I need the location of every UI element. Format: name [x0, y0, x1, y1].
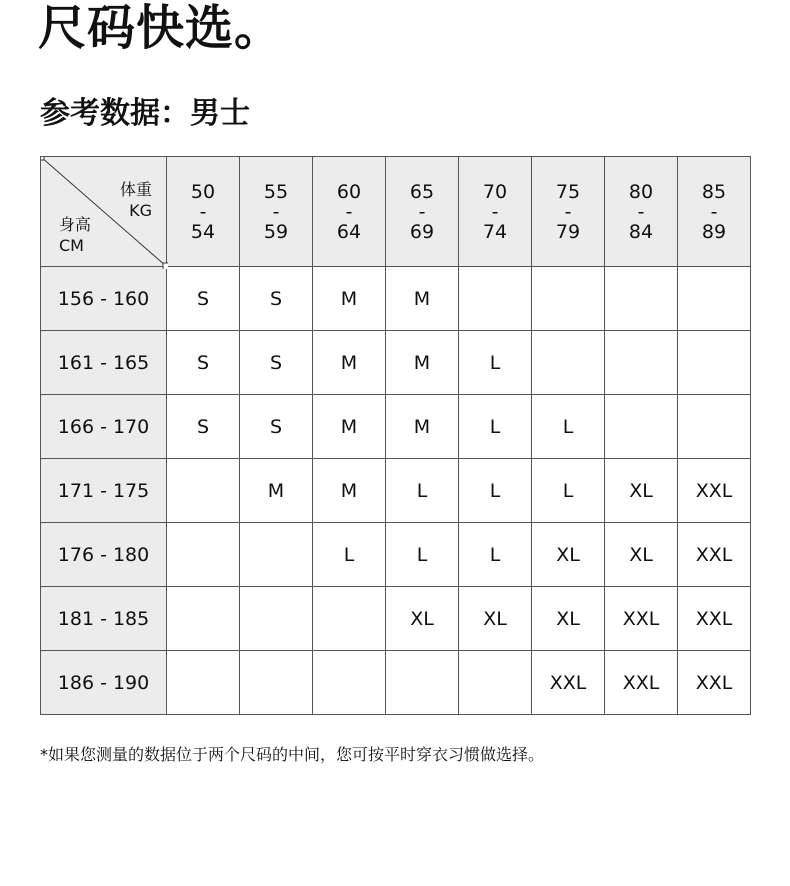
- weight-to: 84: [628, 220, 654, 243]
- size-cell: [459, 267, 532, 331]
- size-cell: S: [167, 331, 240, 395]
- weight-dash: -: [710, 200, 718, 223]
- size-cell: L: [532, 459, 605, 523]
- table-row: [41, 267, 751, 331]
- size-cell: XL: [605, 523, 678, 587]
- weight-to: 54: [190, 220, 216, 243]
- size-cell: [240, 651, 313, 715]
- weight-dash: -: [272, 200, 280, 223]
- size-cell: [678, 267, 751, 331]
- size-cell: [240, 523, 313, 587]
- height-range-cell: 161 - 165: [41, 331, 167, 395]
- size-cell: [605, 395, 678, 459]
- size-cell: M: [313, 331, 386, 395]
- size-cell: [678, 395, 751, 459]
- weight-to: 69: [409, 220, 435, 243]
- size-cell: [386, 651, 459, 715]
- height-range-cell: 186 - 190: [41, 651, 167, 715]
- size-cell: [167, 459, 240, 523]
- size-cell: XXL: [678, 651, 751, 715]
- weight-column-header: [605, 157, 678, 267]
- height-range-cell: 181 - 185: [41, 587, 167, 651]
- table-row: [41, 459, 751, 523]
- size-cell: XL: [386, 587, 459, 651]
- weight-from: 75: [555, 180, 581, 203]
- size-cell: L: [532, 395, 605, 459]
- size-cell: [532, 331, 605, 395]
- weight-unit-text: KG: [129, 201, 152, 220]
- table-row: [41, 587, 751, 651]
- weight-column-header: [678, 157, 751, 267]
- size-cell: [313, 587, 386, 651]
- size-cell: [240, 587, 313, 651]
- weight-dash: -: [418, 200, 426, 223]
- size-cell: [167, 587, 240, 651]
- size-cell: S: [167, 267, 240, 331]
- size-cell: L: [459, 523, 532, 587]
- size-cell: S: [240, 395, 313, 459]
- size-cell: S: [240, 331, 313, 395]
- height-range-cell: 176 - 180: [41, 523, 167, 587]
- weight-to: 74: [482, 220, 508, 243]
- corner-header: [41, 157, 167, 267]
- size-cell: XXL: [605, 587, 678, 651]
- weight-dash: -: [345, 200, 353, 223]
- size-cell: XL: [605, 459, 678, 523]
- size-cell: S: [240, 267, 313, 331]
- height-range-cell: 171 - 175: [41, 459, 167, 523]
- height-label-text: 身高: [59, 215, 92, 234]
- weight-dash: -: [637, 200, 645, 223]
- footnote: *如果您测量的数据位于两个尺码的中间，您可按平时穿衣习惯做选择。: [40, 745, 545, 764]
- height-axis-label: [59, 214, 91, 256]
- table-row: [41, 523, 751, 587]
- size-cell: XXL: [678, 587, 751, 651]
- weight-dash: -: [564, 200, 572, 223]
- page-title: 尺码快选。: [38, 0, 284, 56]
- weight-from: 65: [409, 180, 435, 203]
- size-cell: XXL: [678, 459, 751, 523]
- weight-label-text: 体重: [119, 180, 152, 199]
- section-subtitle: 参考数据：男士: [40, 96, 250, 131]
- size-cell: [459, 651, 532, 715]
- size-cell: M: [386, 395, 459, 459]
- size-cell: L: [386, 523, 459, 587]
- weight-from: 85: [701, 180, 727, 203]
- weight-dash: -: [199, 200, 207, 223]
- size-cell: XL: [459, 587, 532, 651]
- weight-column-header: [459, 157, 532, 267]
- weight-column-header: [240, 157, 313, 267]
- size-cell: [605, 331, 678, 395]
- size-cell: M: [240, 459, 313, 523]
- weight-column-header: [167, 157, 240, 267]
- size-cell: L: [313, 523, 386, 587]
- size-cell: XXL: [678, 523, 751, 587]
- weight-to: 79: [555, 220, 581, 243]
- size-cell: M: [386, 331, 459, 395]
- table-row: [41, 331, 751, 395]
- weight-to: 64: [336, 220, 362, 243]
- weight-from: 50: [190, 180, 216, 203]
- size-cell: S: [167, 395, 240, 459]
- weight-from: 55: [263, 180, 289, 203]
- size-cell: L: [459, 395, 532, 459]
- weight-from: 80: [628, 180, 654, 203]
- height-range-cell: 166 - 170: [41, 395, 167, 459]
- size-cell: [167, 651, 240, 715]
- table-row: [41, 651, 751, 715]
- size-cell: L: [459, 459, 532, 523]
- size-cell: M: [313, 395, 386, 459]
- weight-column-header: [313, 157, 386, 267]
- weight-column-header: [386, 157, 459, 267]
- size-cell: XXL: [532, 651, 605, 715]
- height-range-cell: 156 - 160: [41, 267, 167, 331]
- weight-column-header: [532, 157, 605, 267]
- size-cell: L: [386, 459, 459, 523]
- height-unit-text: CM: [59, 236, 84, 255]
- size-cell: M: [313, 267, 386, 331]
- size-cell: XL: [532, 587, 605, 651]
- weight-to: 89: [701, 220, 727, 243]
- weight-dash: -: [491, 200, 499, 223]
- size-cell: [167, 523, 240, 587]
- header-row: [41, 157, 751, 267]
- table-row: [41, 395, 751, 459]
- size-cell: M: [313, 459, 386, 523]
- size-cell: XL: [532, 523, 605, 587]
- size-cell: [532, 267, 605, 331]
- size-chart-table: [40, 156, 751, 715]
- size-cell: [605, 267, 678, 331]
- weight-to: 59: [263, 220, 289, 243]
- size-cell: [678, 331, 751, 395]
- size-cell: [313, 651, 386, 715]
- size-cell: XXL: [605, 651, 678, 715]
- size-cell: L: [459, 331, 532, 395]
- weight-from: 70: [482, 180, 508, 203]
- weight-axis-label: [120, 179, 152, 221]
- size-cell: M: [386, 267, 459, 331]
- weight-from: 60: [336, 180, 362, 203]
